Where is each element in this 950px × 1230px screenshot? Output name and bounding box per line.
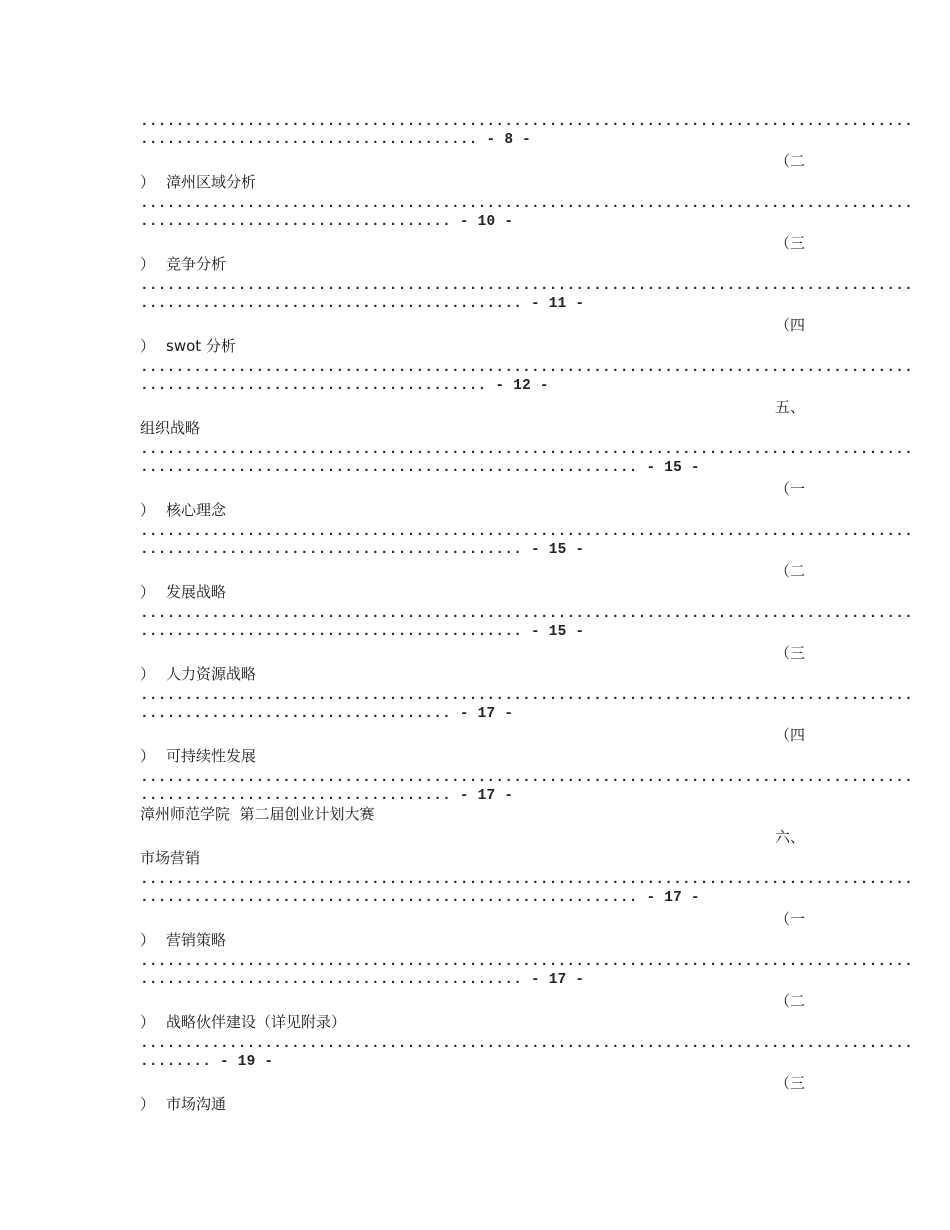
toc-entry-title-text: 可持续性发展 bbox=[166, 747, 257, 765]
toc-entry-title[interactable] bbox=[140, 1012, 805, 1032]
toc-section-marker: 五、 bbox=[774, 398, 805, 416]
toc-entry-title[interactable] bbox=[140, 582, 805, 602]
toc-entry-marker: （三 bbox=[774, 234, 805, 252]
toc-leader-page: ........................................................ - 17 - bbox=[140, 890, 700, 906]
toc-entry-title[interactable] bbox=[140, 254, 805, 274]
toc-leader-dots: ....................................................................................... bbox=[140, 770, 914, 786]
toc-leader-dots: ....................................................................................... bbox=[140, 872, 914, 888]
toc-leader-page: ........................................................ - 15 - bbox=[140, 460, 700, 476]
toc-leader-dots: ....................................................................................... bbox=[140, 360, 914, 376]
toc-leader-dots: ....................................................................................... bbox=[140, 606, 914, 622]
toc-entry-title[interactable] bbox=[140, 172, 805, 192]
toc-leader-page: ........................................... - 15 - bbox=[140, 542, 585, 558]
toc-leader-dots: ....................................................................................... bbox=[140, 1036, 914, 1052]
toc-leader-dots: ....................................................................................... bbox=[140, 196, 914, 212]
toc-leader-page: ................................... - 10 - bbox=[140, 214, 514, 230]
toc-leader-dots: ....................................................................................... bbox=[140, 114, 914, 130]
toc-entry-title[interactable] bbox=[140, 500, 805, 520]
toc-entry-paren: ） bbox=[140, 931, 156, 949]
toc-entry-marker: （一 bbox=[774, 480, 805, 498]
toc-entry-marker: （二 bbox=[774, 152, 805, 170]
toc-section-marker: 六、 bbox=[774, 828, 805, 846]
toc-entry-paren: ） bbox=[140, 255, 156, 273]
toc-leader-page: ........................................... - 11 - bbox=[140, 296, 585, 312]
toc-entry-title-text: 战略伙伴建设（详见附录） bbox=[166, 1013, 347, 1031]
toc-entry-paren: ） bbox=[140, 1095, 156, 1113]
toc-entry-title-text: 营销策略 bbox=[166, 931, 227, 949]
toc-entry-title-text: 核心理念 bbox=[166, 501, 227, 519]
running-header: 漳州师范学院 第二届创业计划大赛 bbox=[140, 805, 375, 823]
toc-entry-marker: （四 bbox=[774, 726, 805, 744]
toc-entry-paren: ） bbox=[140, 173, 156, 191]
toc-entry-paren: ） bbox=[140, 337, 156, 355]
toc-leader-page: ....................................... - 12 - bbox=[140, 378, 549, 394]
toc-entry-title[interactable] bbox=[140, 336, 805, 356]
toc-entry-paren: ） bbox=[140, 665, 156, 683]
toc-entry-paren: ） bbox=[140, 583, 156, 601]
toc-entry-paren: ） bbox=[140, 501, 156, 519]
toc-entry-title-text: 发展战略 bbox=[166, 583, 227, 601]
toc-entry-marker: （一 bbox=[774, 910, 805, 928]
toc-entry-title-text: swot 分析 bbox=[166, 337, 236, 355]
toc-entry-title-text: 市场沟通 bbox=[166, 1095, 227, 1113]
toc-leader-page: ................................... - 17 - bbox=[140, 706, 514, 722]
toc-leader-dots: ....................................................................................... bbox=[140, 278, 914, 294]
toc-entry-title-text: 人力资源战略 bbox=[166, 665, 257, 683]
toc-entry-title-text: 漳州区域分析 bbox=[166, 173, 257, 191]
toc-leader-dots: ....................................................................................... bbox=[140, 688, 914, 704]
toc-entry-title[interactable] bbox=[140, 1094, 805, 1114]
toc-leader-page: ........................................... - 17 - bbox=[140, 972, 585, 988]
toc-section-title[interactable]: 组织战略 bbox=[140, 419, 201, 437]
toc-entry-marker: （四 bbox=[774, 316, 805, 334]
toc-leader-dots: ....................................................................................... bbox=[140, 442, 914, 458]
toc-leader-dots: ....................................................................................... bbox=[140, 954, 914, 970]
toc-leader-page: ........ - 19 - bbox=[140, 1054, 274, 1070]
toc-entry-title-text: 竞争分析 bbox=[166, 255, 227, 273]
toc-leader-page: ...................................... - 8 - bbox=[140, 132, 531, 148]
toc-entry-marker: （三 bbox=[774, 1074, 805, 1092]
toc-leader-dots: ....................................................................................... bbox=[140, 524, 914, 540]
toc-entry-title[interactable] bbox=[140, 746, 805, 766]
toc-entry-title[interactable] bbox=[140, 664, 805, 684]
toc-entry-paren: ） bbox=[140, 747, 156, 765]
toc-entry-marker: （二 bbox=[774, 992, 805, 1010]
toc-section-title[interactable]: 市场营销 bbox=[140, 849, 201, 867]
toc-leader-page: ................................... - 17 - bbox=[140, 788, 514, 804]
toc-entry-title[interactable] bbox=[140, 930, 805, 950]
toc-entry-paren: ） bbox=[140, 1013, 156, 1031]
toc-entry-marker: （二 bbox=[774, 562, 805, 580]
toc-entry-marker: （三 bbox=[774, 644, 805, 662]
toc-leader-page: ........................................... - 15 - bbox=[140, 624, 585, 640]
